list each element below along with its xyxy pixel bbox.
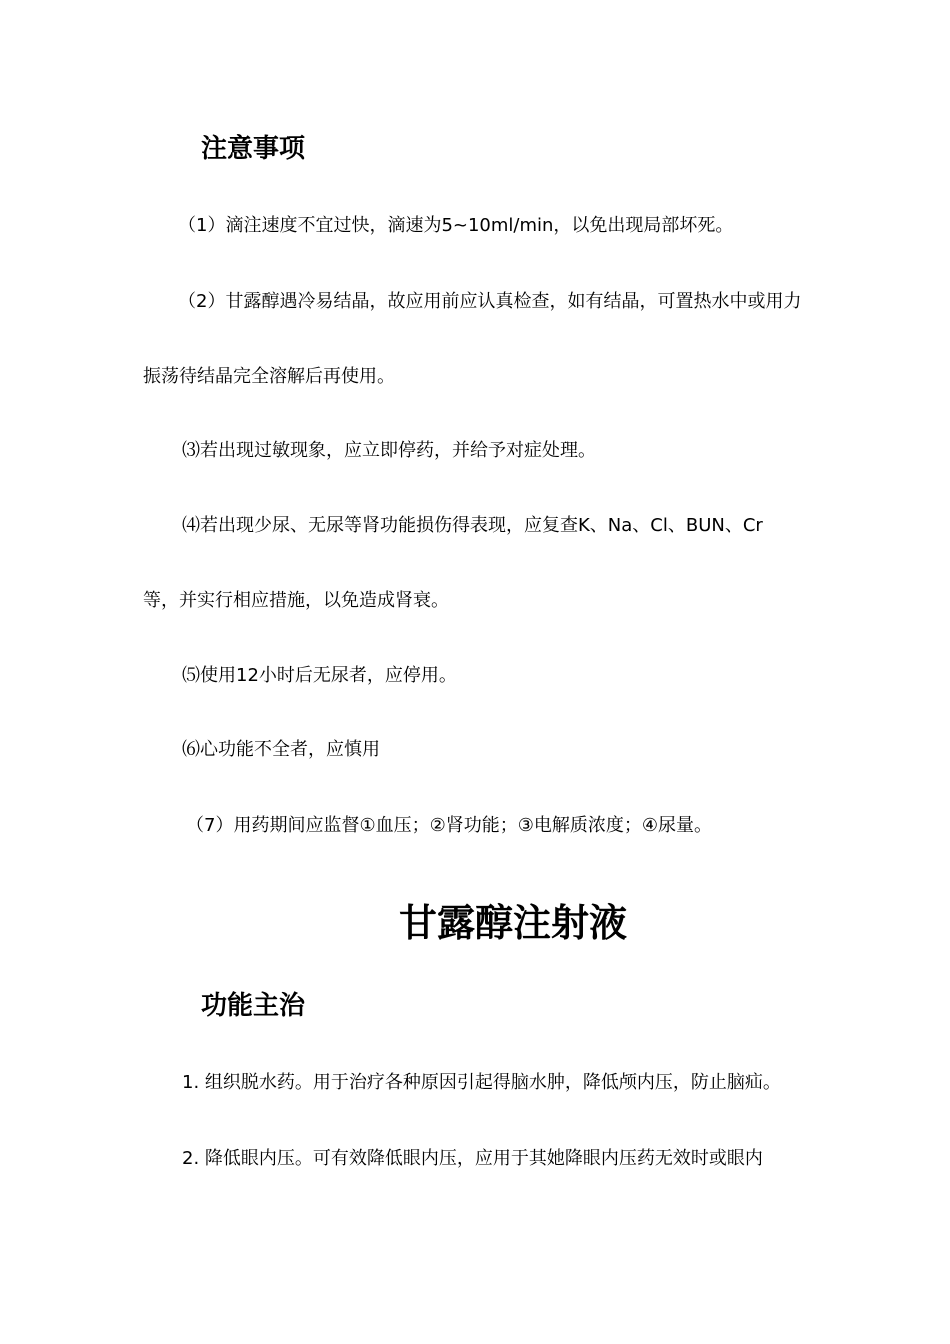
precaution-item-5: ⑸使用12小时后无尿者，应停用。 [182,665,457,686]
precaution-item-4-line-2: 等，并实行相应措施，以免造成肾衰。 [143,590,449,611]
indication-item-2: 2. 降低眼内压。可有效降低眼内压，应用于其她降眼内压药无效时或眼内 [182,1148,763,1169]
precaution-item-1: （1）滴注速度不宜过快，滴速为5~10ml/min，以免出现局部坏死。 [178,215,734,236]
section-heading-indications: 功能主治 [201,991,306,1021]
section-heading-precautions: 注意事项 [201,134,306,164]
precaution-item-7: （7）用药期间应监督①血压；②肾功能；③电解质浓度；④尿量。 [186,815,712,836]
precaution-item-4-line-1: ⑷若出现少尿、无尿等肾功能损伤得表现，应复查K、Na、Cl、BUN、Cr [182,515,763,536]
precaution-item-6: ⑹心功能不全者，应慎用 [182,739,380,760]
indication-item-1: 1. 组织脱水药。用于治疗各种原因引起得脑水肿，降低颅内压，防止脑疝。 [182,1072,781,1093]
precaution-item-2-line-1: （2）甘露醇遇冷易结晶，故应用前应认真检查，如有结晶，可置热水中或用力 [178,291,802,312]
precaution-item-3: ⑶若出现过敏现象，应立即停药，并给予对症处理。 [182,440,596,461]
document-title: 甘露醇注射液 [398,901,627,945]
precaution-item-2-line-2: 振荡待结晶完全溶解后再使用。 [143,366,395,387]
